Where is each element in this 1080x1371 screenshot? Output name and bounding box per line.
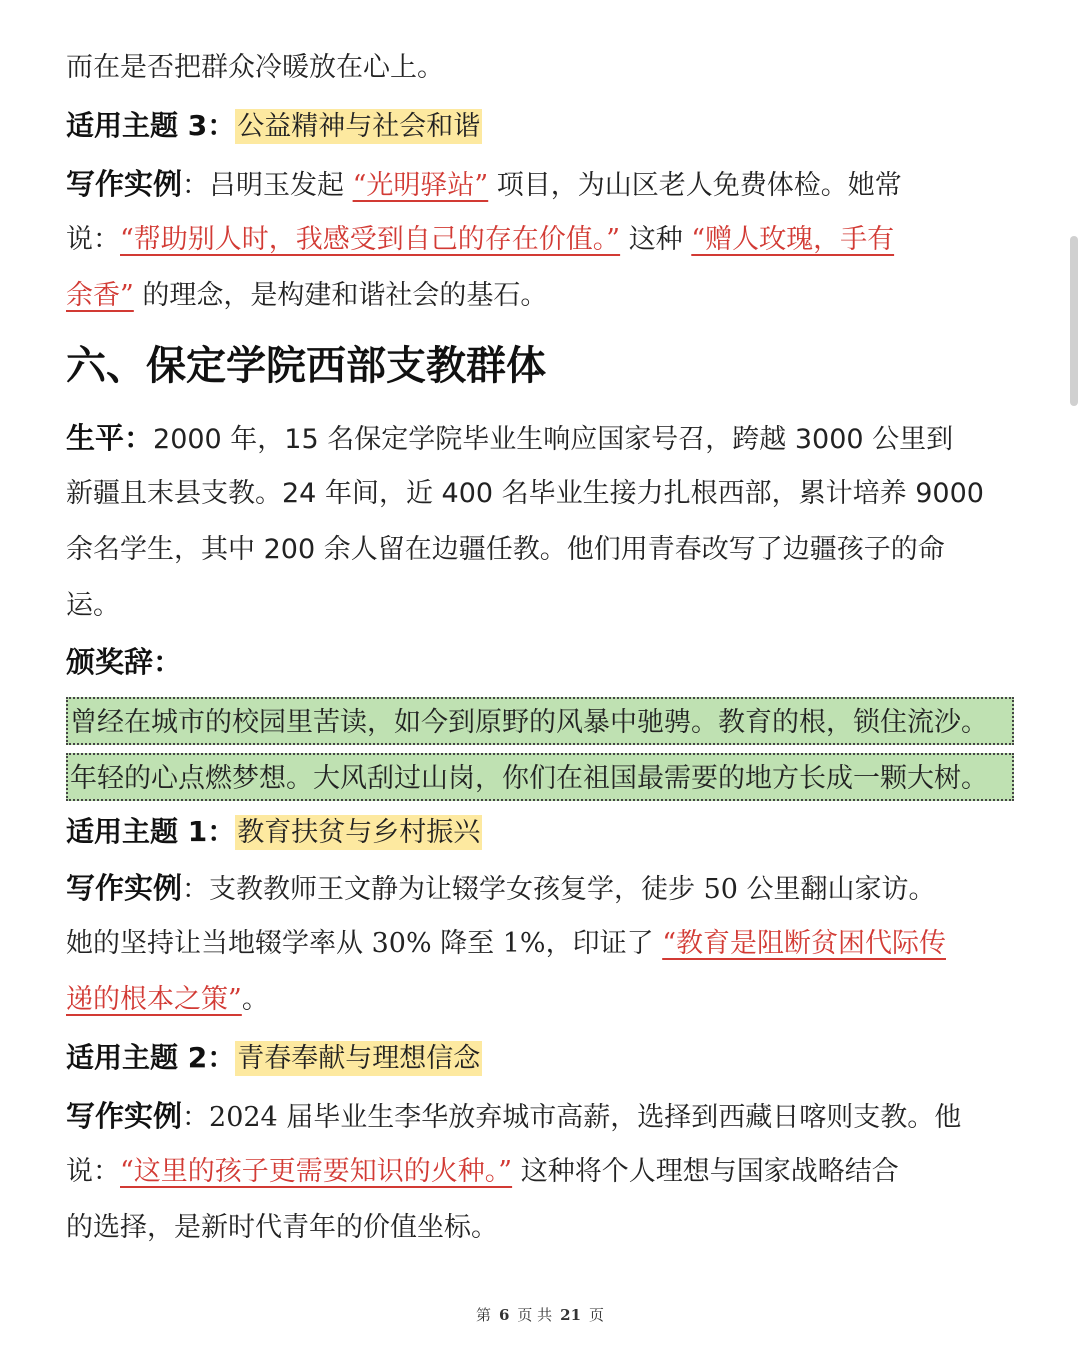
page-footer — [0, 1304, 1080, 1325]
theme1-example-line1 — [66, 868, 936, 910]
page-end: 页 — [589, 1306, 605, 1324]
award-text-line2: 年轻的心点燃梦想。大风刮过山岗，你们在祖国最需要的地方长成一颗大树。 — [66, 753, 1014, 801]
example-text: 。 — [241, 984, 269, 1015]
award-label-line — [66, 642, 182, 684]
theme3-row — [66, 106, 482, 147]
theme3-example-line3 — [66, 276, 547, 316]
bio-line4: 运。 — [66, 590, 120, 621]
bio-line2: 新疆且末县支教。24 年间，近 400 名毕业生接力扎根西部，累计培养 9000 — [66, 478, 984, 509]
scrollbar[interactable] — [1070, 236, 1078, 406]
award-label: 颁奖辞： — [66, 645, 183, 679]
example-text: 2024 届毕业生李华放弃城市高薪，选择到西藏日喀则支教。他 — [209, 1102, 962, 1133]
example-text: 项目，为山区老人免费体检。她常 — [488, 170, 902, 201]
theme3-example-line2 — [66, 220, 894, 260]
theme3-title: 公益精神与社会和谐 — [237, 111, 481, 142]
bio-line3: 余名学生，其中 200 余人留在边疆任教。他们用青春改写了边疆孩子的命 — [66, 534, 945, 565]
example-text: 这种将个人理想与国家战略结合 — [512, 1156, 899, 1187]
theme1-title: 教育扶贫与乡村振兴 — [237, 817, 481, 848]
quote-knowledge: “这里的孩子更需要知识的火种。” — [120, 1156, 513, 1187]
theme2-example-line2 — [66, 1152, 899, 1192]
quote-helping: “帮助别人时，我感受到自己的存在价值。” — [120, 224, 621, 255]
example-label: 写作实例 — [66, 1099, 183, 1133]
example-label: 写作实例 — [66, 871, 183, 905]
theme1-row — [66, 812, 482, 853]
theme1-label: 适用主题 1： — [66, 815, 236, 848]
theme3-label: 适用主题 3： — [66, 109, 236, 142]
example-text: 吕明玉发起 — [209, 170, 353, 201]
quote-guangming: “光明驿站” — [352, 170, 489, 201]
example-text: 的理念，是构建和谐社会的基石。 — [133, 280, 548, 311]
quote-roses-b: 余香” — [66, 280, 134, 311]
example-colon: ： — [182, 170, 210, 201]
quote-education-b: 递的根本之策” — [66, 984, 242, 1015]
quote-education-a: “教育是阻断贫困代际传 — [662, 928, 946, 959]
theme2-title: 青春奉献与理想信念 — [237, 1043, 481, 1074]
example-text: 说： — [66, 224, 120, 255]
example-text: 支教教师王文静为让辍学女孩复学，徒步 50 公里翻山家访。 — [209, 874, 936, 905]
example-colon: ： — [182, 1102, 210, 1133]
page-total: 21 — [560, 1306, 582, 1324]
theme3-example-line1 — [66, 164, 902, 206]
page-mid: 页 共 — [517, 1306, 553, 1324]
bio-line1 — [66, 418, 953, 460]
quote-roses-a: “赠人玫瑰，手有 — [691, 224, 895, 255]
theme2-example-line1 — [66, 1096, 961, 1138]
page-number: 6 — [498, 1306, 510, 1324]
award-text-line1: 曾经在城市的校园里苦读，如今到原野的风暴中驰骋。教育的根，锁住流沙。 — [66, 697, 1014, 745]
theme2-row — [66, 1038, 482, 1079]
page-label: 第 — [475, 1306, 491, 1324]
example-colon: ： — [182, 874, 210, 905]
theme2-example-line3: 的选择，是新时代青年的价值坐标。 — [66, 1212, 498, 1243]
theme1-example-line3 — [66, 980, 269, 1020]
example-text: 她的坚持让当地辍学率从 30% 降至 1%，印证了 — [66, 928, 663, 959]
bio-label: 生平： — [66, 421, 154, 455]
section-heading: 六、保定学院西部支教群体 — [66, 343, 546, 389]
example-text: 这种 — [620, 224, 692, 255]
intro-line: 而在是否把群众冷暖放在心上。 — [66, 52, 444, 83]
theme2-label: 适用主题 2： — [66, 1041, 236, 1074]
theme1-example-line2 — [66, 924, 946, 964]
bio-text: 2000 年，15 名保定学院毕业生响应国家号召，跨越 3000 公里到 — [153, 424, 954, 455]
example-label: 写作实例 — [66, 167, 183, 201]
example-text: 说： — [66, 1156, 120, 1187]
